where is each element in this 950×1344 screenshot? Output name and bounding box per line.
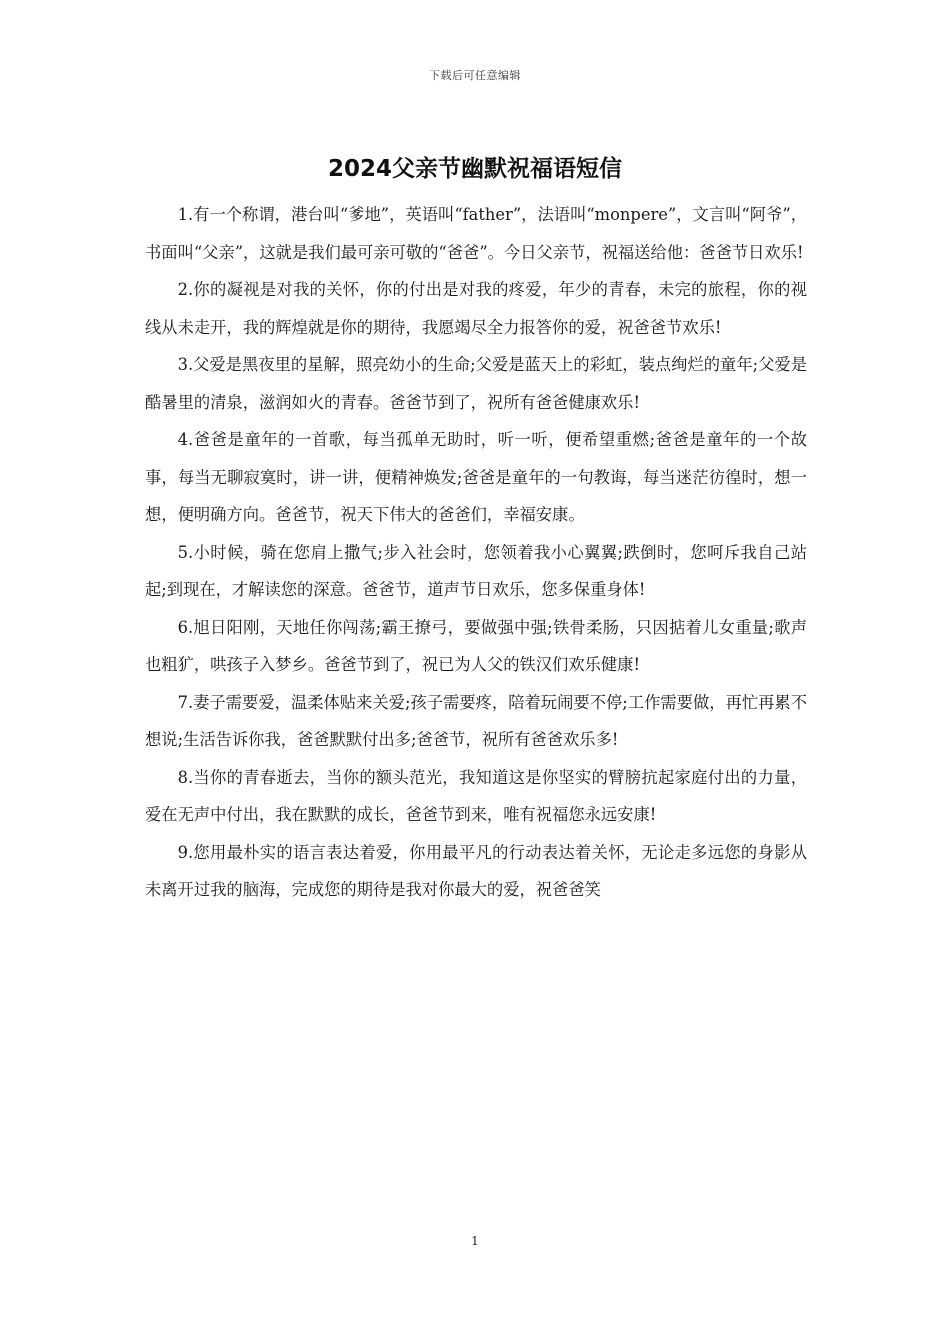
paragraph-9: 9.您用最朴实的语言表达着爱，你用最平凡的行动表达着关怀，无论走多远您的身影从未离开过我的脑海，完成您的期待是我对你最大的爱，祝爸爸笑 bbox=[145, 842, 807, 899]
paragraph-4: 4.爸爸是童年的一首歌，每当孤单无助时，听一听，便希望重燃;爸爸是童年的一个故事，每当无聊寂寞时，讲一讲，便精神焕发;爸爸是童年的一句教诲，每当迷茫彷徨时，想一想，便明确方向。爸爸节，祝天下伟大的爸爸们，幸福安康。 bbox=[145, 430, 807, 524]
document-title: 2024父亲节幽默祝福语短信 bbox=[327, 156, 622, 182]
paragraph-2: 2.你的凝视是对我的关怀，你的付出是对我的疼爱，年少的青春，未完的旅程，你的视线从未走开，我的辉煌就是你的期待，我愿竭尽全力报答你的爱，祝爸爸节欢乐! bbox=[145, 280, 807, 337]
paragraph-7: 7.妻子需要爱，温柔体贴来关爱;孩子需要疼，陪着玩闹要不停;工作需要做，再忙再累不想说;生活告诉你我，爸爸默默付出多;爸爸节，祝所有爸爸欢乐多! bbox=[145, 692, 807, 749]
paragraph-3: 3.父爱是黑夜里的星解，照亮幼小的生命;父爱是蓝天上的彩虹，装点绚烂的童年;父爱是酷暑里的清泉，滋润如火的青春。爸爸节到了，祝所有爸爸健康欢乐! bbox=[145, 355, 807, 412]
paragraph-6: 6.旭日阳刚，天地任你闯荡;霸王撩弓，要做强中强;铁骨柔肠，只因掂着儿女重量;歌声也粗犷，哄孩子入梦乡。爸爸节到了，祝已为人父的铁汉们欢乐健康! bbox=[145, 617, 807, 674]
paragraph-8: 8.当你的青春逝去，当你的额头范光，我知道这是你坚实的臂膀抗起家庭付出的力量，爱在无声中付出，我在默默的成长，爸爸节到来，唯有祝福您永远安康! bbox=[145, 767, 807, 824]
paragraph-1: 1.有一个称谓，港台叫“爹地”，英语叫“father”，法语叫“monpere”，文言叫“阿爷”，书面叫“父亲”，这就是我们最可亲可敬的“爸爸”。今日父亲节，祝福送给他：爸爸节日欢乐! bbox=[145, 205, 807, 262]
page-number: 1 bbox=[471, 1234, 479, 1248]
document-body bbox=[145, 196, 807, 909]
paragraph-5: 5.小时候，骑在您肩上撒气;步入社会时，您领着我小心翼翼;跌倒时，您呵斥我自己站起;到现在，才解读您的深意。爸爸节，道声节日欢乐，您多保重身体! bbox=[145, 542, 807, 599]
header-note: 下载后可任意编辑 bbox=[429, 69, 521, 82]
